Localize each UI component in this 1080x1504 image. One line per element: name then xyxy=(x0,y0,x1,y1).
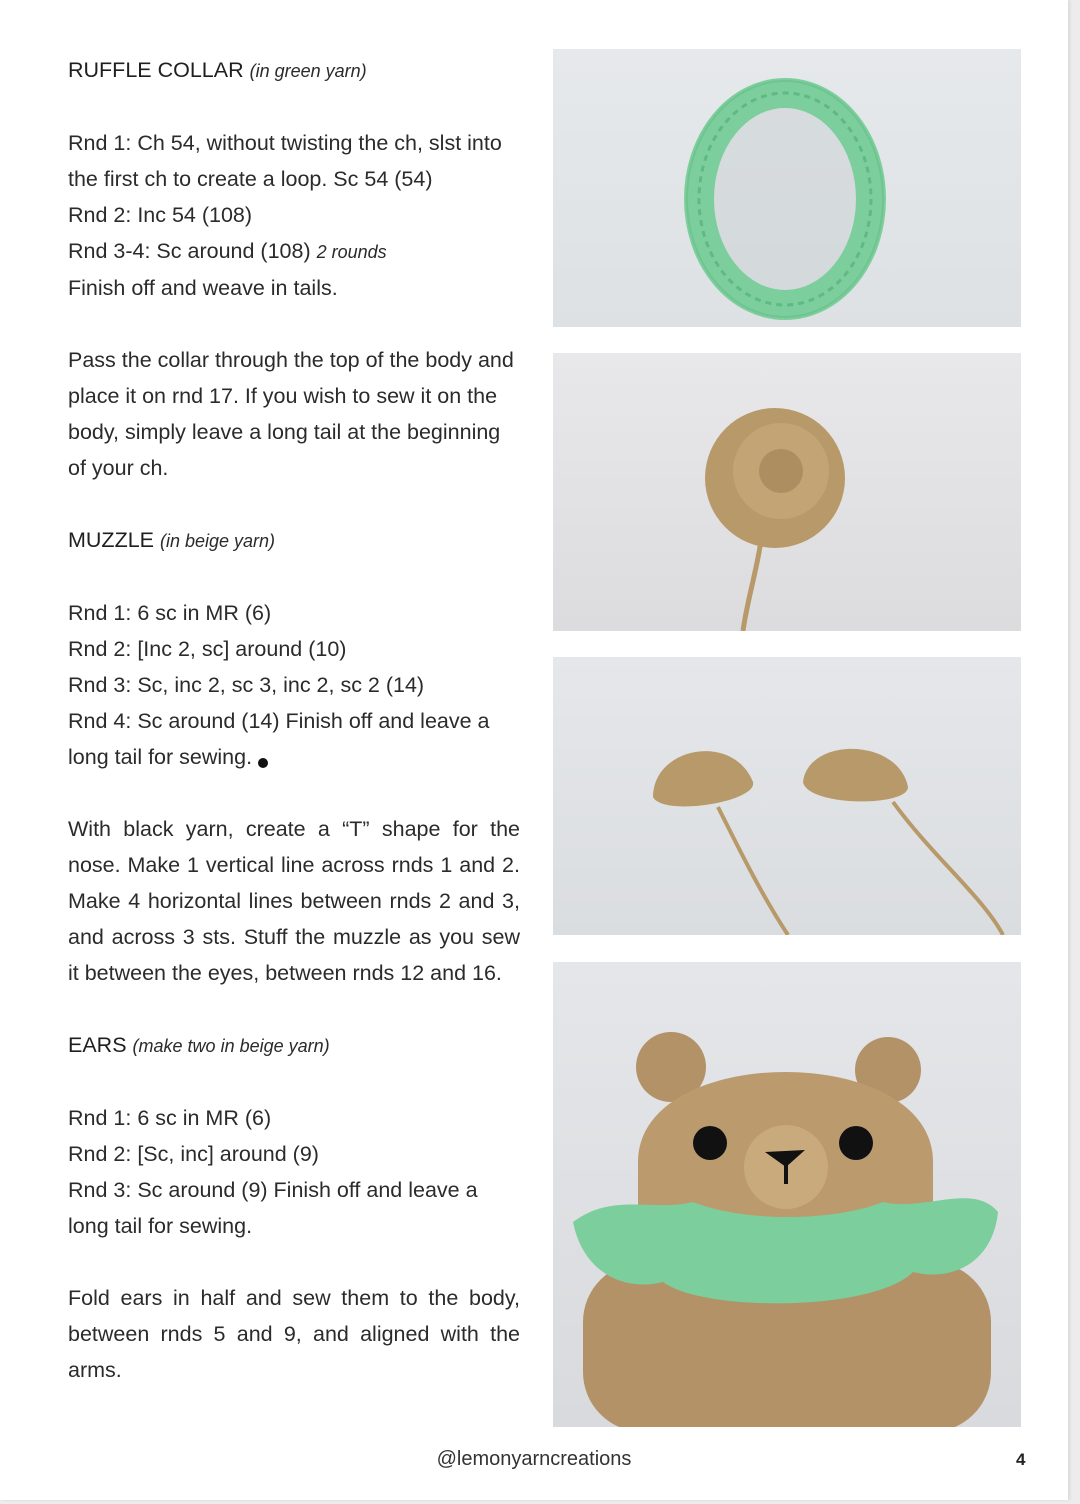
collar-note: (in green yarn) xyxy=(249,61,367,81)
collar-rnd-3-4-note: 2 rounds xyxy=(316,242,387,262)
collar-rnd-3-4-text: Rnd 3-4: Sc around (108) xyxy=(68,239,311,263)
muzzle-rnd-4 xyxy=(68,703,520,775)
muzzle-rnd-3: Rnd 3: Sc, inc 2, sc 3, inc 2, sc 2 (14) xyxy=(68,673,425,697)
page-number: 4 xyxy=(1016,1450,1026,1469)
collar-finish: Finish off and weave in tails. xyxy=(68,276,338,300)
ears-heading xyxy=(68,1027,520,1064)
ears-rnd-2: Rnd 2: [Sc, inc] around (9) xyxy=(68,1142,319,1166)
footer-handle: @lemonyarncreations xyxy=(436,1448,632,1470)
muzzle-rnd-4-text: Rnd 4: Sc around (14) Finish off and leave a long tail for sewing. xyxy=(68,709,490,769)
collar-rnd-3-4 xyxy=(68,233,520,270)
ears-illustration xyxy=(553,657,1021,935)
muzzle-title: MUZZLE xyxy=(68,528,154,552)
collar-heading xyxy=(68,52,520,89)
ears-title: EARS xyxy=(68,1033,127,1057)
muzzle-note: (in beige yarn) xyxy=(159,531,276,551)
muzzle-photo xyxy=(553,353,1021,631)
collar-photo xyxy=(553,49,1021,327)
muzzle-instructions: With black yarn, create a “T” shape for the nose. Make 1 vertical line across rnds 1 and 2. Make 4 horizontal lines between rnds 2 and 3, and across 3 sts. Stuff the muzzle as you sew it between the eyes, between rnds 12 and 16. xyxy=(68,817,520,985)
ears-photo xyxy=(553,657,1021,935)
muzzle-heading xyxy=(68,522,520,559)
collar-rnd-2: Rnd 2: Inc 54 (108) xyxy=(68,203,253,227)
ears-instructions: Fold ears in half and sew them to the body, between rnds 5 and 9, and aligned with the arms. xyxy=(68,1286,520,1382)
collar-title: RUFFLE COLLAR xyxy=(68,58,244,82)
ears-rnd-3: Rnd 3: Sc around (9) Finish off and leave a long tail for sewing. xyxy=(68,1178,478,1238)
instructions-column xyxy=(68,52,520,1388)
ears-rnd-1: Rnd 1: 6 sc in MR (6) xyxy=(68,1106,272,1130)
muzzle-illustration xyxy=(553,353,1021,631)
bear-illustration xyxy=(553,962,1021,1427)
collar-instructions: Pass the collar through the top of the body and place it on rnd 17. If you wish to sew it on the body, simply leave a long tail at the beginning of your ch. xyxy=(68,348,514,480)
collar-rnd-1: Rnd 1: Ch 54, without twisting the ch, slst into the first ch to create a loop. Sc 54 (54) xyxy=(68,131,502,191)
bear-photo xyxy=(553,962,1021,1427)
muzzle-rnd-1: Rnd 1: 6 sc in MR (6) xyxy=(68,601,272,625)
dot-marker-icon xyxy=(258,758,268,768)
ears-note: (make two in beige yarn) xyxy=(132,1036,330,1056)
muzzle-rnd-2: Rnd 2: [Inc 2, sc] around (10) xyxy=(68,637,347,661)
collar-ring-illustration xyxy=(553,49,1021,327)
